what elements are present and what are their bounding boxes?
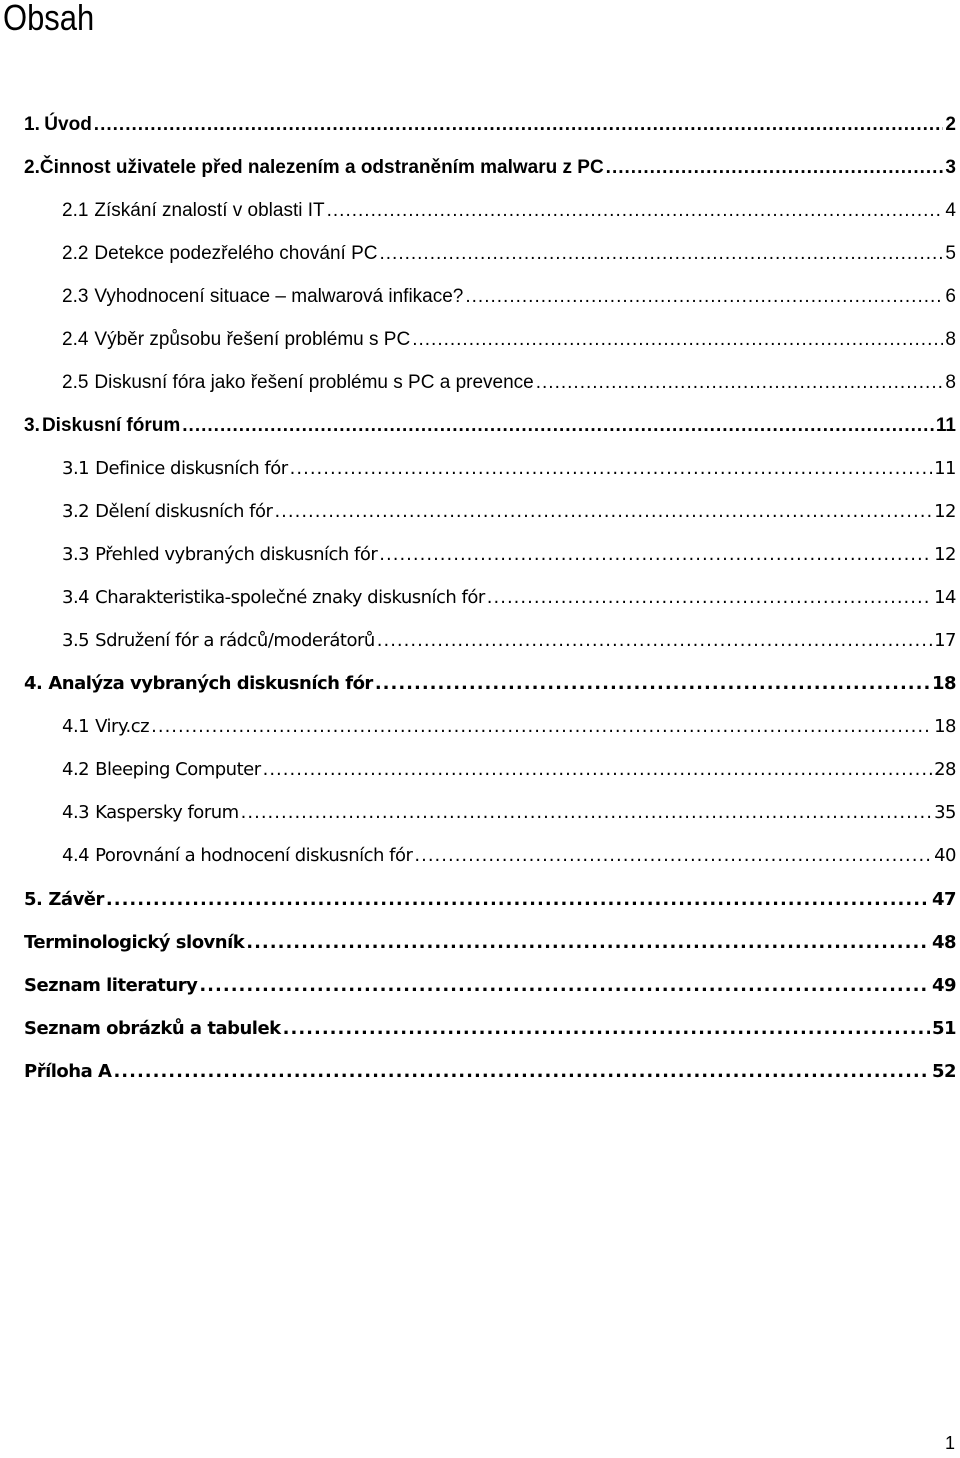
dot-leader: [606, 154, 944, 182]
dot-leader: [414, 842, 932, 870]
toc-entry-vyber-zpusobu[interactable]: [62, 326, 956, 354]
dot-leader: [241, 799, 932, 827]
toc-entry-zaver[interactable]: [24, 886, 956, 914]
toc-entry-number: 3.5: [62, 630, 90, 651]
toc-entry-deleni[interactable]: [62, 498, 956, 526]
page-title: Obsah: [3, 0, 95, 38]
toc-entry-title: Definice diskusních fór: [95, 458, 288, 479]
toc-entry-number: 1.: [24, 114, 40, 135]
toc-entry-number: 2.: [24, 157, 40, 178]
toc-entry-page: 40: [934, 845, 956, 866]
toc-entry-title: Bleeping Computer: [95, 759, 261, 780]
toc-entry-title: Přehled vybraných diskusních fór: [95, 544, 378, 565]
toc-entry-page: 12: [934, 544, 956, 565]
toc-entry-title: Činnost uživatele před nalezením a odstraněním malwaru z PC: [39, 157, 604, 178]
dot-leader: [379, 240, 943, 268]
toc-entry-number: 3.1: [62, 458, 90, 479]
toc-entry-page: 3: [945, 157, 956, 178]
dot-leader: [263, 756, 932, 784]
dot-leader: [94, 111, 944, 139]
toc-entry-title: Terminologický slovník: [24, 932, 245, 953]
toc-entry-number: 2.5: [62, 372, 89, 393]
toc-entry-title: Analýza vybraných diskusních fór: [48, 673, 373, 694]
toc-entry-porovnani[interactable]: [62, 842, 956, 870]
dot-leader: [182, 412, 934, 440]
toc-entry-title: Charakteristika-společné znaky diskusních fór: [95, 587, 485, 608]
toc-entry-seznam-literatury[interactable]: [24, 972, 956, 1000]
toc-entry-diskusni-fora-reseni[interactable]: [62, 369, 956, 397]
dot-leader: [106, 886, 930, 914]
toc-entry-number: 3.2: [62, 501, 90, 522]
toc-entry-title: Závěr: [48, 889, 104, 910]
toc-entry-page: 18: [934, 716, 956, 737]
toc-entry-page: 52: [931, 1061, 956, 1082]
toc-entry-number: 4.2: [62, 759, 90, 780]
toc-entry-number: 2.2: [62, 243, 89, 264]
toc-entry-title: Příloha A: [24, 1061, 112, 1082]
toc-entry-number: 3.: [24, 415, 40, 436]
dot-leader: [412, 326, 943, 354]
dot-leader: [379, 541, 932, 569]
toc-entry-number: 2.3: [62, 286, 89, 307]
dot-leader: [274, 498, 932, 526]
toc-entry-number: 5.: [24, 889, 43, 910]
toc-entry-number: 2.4: [62, 329, 89, 350]
toc-entry-charakteristika[interactable]: [62, 584, 956, 612]
toc-entry-title: Porovnání a hodnocení diskusních fór: [95, 845, 413, 866]
dot-leader: [246, 929, 930, 957]
dot-leader: [113, 1058, 930, 1086]
dot-leader: [283, 1015, 930, 1043]
toc-entry-cinnost-uzivatele[interactable]: [24, 154, 956, 182]
toc-entry-number: 3.4: [62, 587, 90, 608]
toc-entry-vyhodnoceni[interactable]: [62, 283, 956, 311]
toc-entry-detekce[interactable]: [62, 240, 956, 268]
toc-entry-page: 11: [935, 415, 956, 436]
dot-leader: [327, 197, 944, 225]
toc-entry-title: Seznam obrázků a tabulek: [24, 1018, 281, 1039]
dot-leader: [375, 670, 930, 698]
toc-entry-page: 8: [945, 329, 956, 350]
toc-entry-diskusni-forum[interactable]: [24, 412, 956, 440]
toc-entry-page: 49: [931, 975, 956, 996]
dot-leader: [487, 584, 932, 612]
toc-entry-page: 2: [945, 114, 956, 135]
toc-entry-page: 6: [945, 286, 956, 307]
toc-entry-title: Seznam literatury: [24, 975, 198, 996]
toc-entry-terminologicky-slovnik[interactable]: [24, 929, 956, 957]
toc-entry-kaspersky[interactable]: [62, 799, 956, 827]
dot-leader: [465, 283, 943, 311]
toc-entry-page: 48: [931, 932, 956, 953]
toc-entry-seznam-obrazku[interactable]: [24, 1015, 956, 1043]
toc-entry-number: 3.3: [62, 544, 90, 565]
dot-leader: [536, 369, 944, 397]
toc-entry-title: Úvod: [44, 114, 92, 135]
toc-entry-title: Viry.cz: [95, 716, 150, 737]
toc-entry-title: Diskusní fóra jako řešení problému s PC a prevence: [94, 372, 534, 393]
toc-entry-number: 4.4: [62, 845, 90, 866]
toc-entry-sdruzeni[interactable]: [62, 627, 956, 655]
toc-entry-page: 51: [931, 1018, 956, 1039]
toc-entry-title: Vyhodnocení situace – malwarová infikace?: [94, 286, 464, 307]
toc-entry-title: Sdružení fór a rádců/moderátorů: [95, 630, 375, 651]
toc-entry-title: Získání znalostí v oblasti IT: [94, 200, 325, 221]
dot-leader: [290, 455, 932, 483]
toc-entry-page: 35: [934, 802, 956, 823]
toc-entry-page: 14: [934, 587, 956, 608]
toc-entry-page: 28: [934, 759, 956, 780]
toc-entry-prehled[interactable]: [62, 541, 956, 569]
toc-entry-priloha-a[interactable]: [24, 1058, 956, 1086]
toc-entry-number: 4.3: [62, 802, 90, 823]
toc-entry-title: Dělení diskusních fór: [95, 501, 273, 522]
toc-entry-page: 5: [945, 243, 956, 264]
toc-entry-title: Diskusní fórum: [41, 415, 181, 436]
footer-page-number: 1: [944, 1433, 955, 1453]
dot-leader: [199, 972, 930, 1000]
toc-entry-number: 2.1: [62, 200, 89, 221]
toc-entry-page: 8: [945, 372, 956, 393]
toc-entry-definice[interactable]: [62, 455, 956, 483]
toc-entry-viry-cz[interactable]: [62, 713, 956, 741]
toc-entry-page: 17: [934, 630, 956, 651]
toc-entry-page: 4: [945, 200, 956, 221]
toc-entry-title: Kaspersky forum: [95, 802, 239, 823]
toc-entry-bleeping-computer[interactable]: [62, 756, 956, 784]
toc-entry-number: 4.1: [62, 716, 90, 737]
toc-entry-title: Výběr způsobu řešení problému s PC: [94, 329, 411, 350]
toc-entry-page: 18: [931, 673, 956, 694]
toc-entry-page: 11: [934, 458, 956, 479]
toc-entry-analyza[interactable]: [24, 670, 956, 698]
toc-entry-title: Detekce podezřelého chování PC: [94, 243, 378, 264]
toc-entry-uvod[interactable]: [24, 111, 956, 139]
toc-entry-page: 47: [931, 889, 956, 910]
dot-leader: [377, 627, 932, 655]
toc-entry-page: 12: [934, 501, 956, 522]
dot-leader: [151, 713, 932, 741]
toc-entry-ziskani-znalosti[interactable]: [62, 197, 956, 225]
toc-entry-number: 4.: [24, 673, 43, 694]
